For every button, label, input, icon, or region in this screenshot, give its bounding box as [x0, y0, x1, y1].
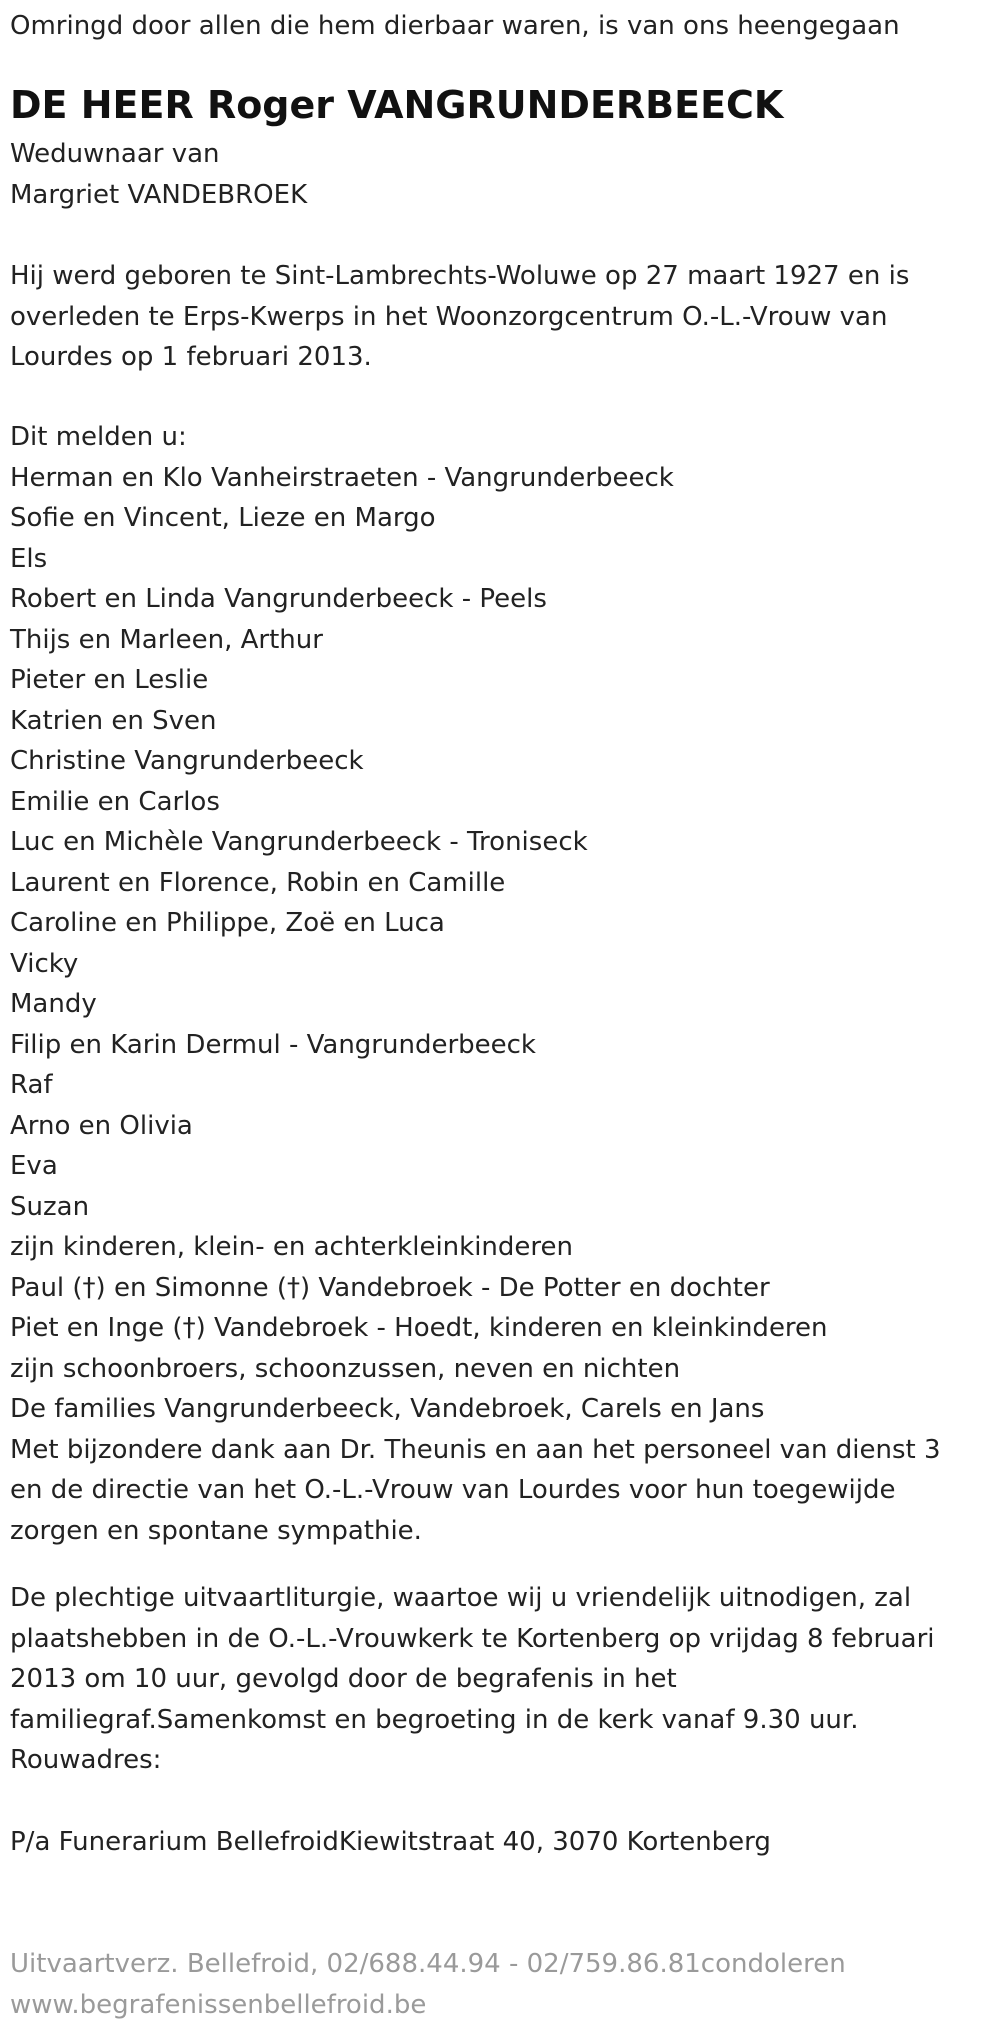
announce-line: Vicky [10, 948, 79, 979]
announce-line: Eva [10, 1151, 58, 1181]
funeral-paragraph [10, 1578, 935, 1740]
footer-line: Uitvaartverz. Bellefroid, 02/688.44.94 - 02/759.86.81condoleren [10, 1949, 846, 1979]
funeral-line: De plechtige uitvaartliturgie, waartoe wij u vriendelijk uitnodigen, zal [10, 1583, 912, 1613]
announce-line: Laurent en Florence, Robin en Camille [10, 867, 506, 898]
birth-line: overleden te Erps-Kwerps in het Woonzorgcentrum O.-L.-Vrouw van [10, 301, 888, 332]
footer [10, 1944, 846, 2025]
announce-line: De families Vangrunderbeeck, Vandebroek, Carels en Jans [10, 1394, 765, 1424]
birth-paragraph [10, 256, 909, 378]
announce-line: en de directie van het O.-L.-Vrouw van Lourdes voor hun toegewijde [10, 1475, 896, 1505]
announce-line: Piet en Inge (†) Vandebroek - Hoedt, kinderen en kleinkinderen [10, 1313, 828, 1343]
announce-line: Dit melden u: [10, 422, 187, 452]
birth-line: Hij werd geboren te Sint-Lambrechts-Woluwe op 27 maart 1927 en is [10, 261, 910, 291]
announce-line: Luc en Michèle Vangrunderbeeck - Troniseck [10, 827, 588, 857]
announce-line: Els [10, 543, 48, 574]
announce-line: zijn schoonbroers, schoonzussen, neven en nichten [10, 1353, 681, 1384]
mourning-address: P/a Funerarium BellefroidKiewitstraat 40, 3070 Kortenberg [10, 1827, 771, 1857]
birth-line: Lourdes op 1 februari 2013. [10, 342, 372, 372]
announce-line: Paul (†) en Simonne (†) Vandebroek - De Potter en dochter [10, 1272, 770, 1303]
announce-line: Emilie en Carlos [10, 786, 220, 817]
announce-line: Caroline en Philippe, Zoë en Luca [10, 908, 445, 938]
announce-line: Sofie en Vincent, Lieze en Margo [10, 503, 436, 533]
funeral-line: 2013 om 10 uur, gevolgd door de begrafenis in het [10, 1664, 677, 1694]
announcement-list [10, 417, 941, 1551]
deceased-name: DE HEER Roger VANGRUNDERBEECK [10, 83, 784, 127]
announce-line: Robert en Linda Vangrunderbeeck - Peels [10, 584, 547, 614]
address-label: Rouwadres: [10, 1745, 162, 1775]
widow-block [10, 134, 307, 215]
widow-line: Margriet VANDEBROEK [10, 179, 308, 210]
announce-line: Mandy [10, 989, 97, 1019]
announce-line: Pieter en Leslie [10, 665, 209, 695]
address-label-block [10, 1740, 161, 1781]
announce-line: Met bijzondere dank aan Dr. Theunis en aan het personeel van dienst 3 [10, 1434, 941, 1465]
announce-line: Katrien en Sven [10, 705, 217, 736]
announce-line: Herman en Klo Vanheirstraeten - Vangrunderbeeck [10, 462, 674, 493]
intro-text: Omringd door allen die hem dierbaar waren, is van ons heengegaan [10, 11, 900, 41]
funeral-line: plaatshebben in de O.-L.-Vrouwkerk te Kortenberg op vrijdag 8 februari [10, 1623, 935, 1654]
announce-line: Suzan [10, 1191, 90, 1222]
footer-website: www.begrafenissenbellefroid.be [10, 1989, 427, 2020]
widow-line: Weduwnaar van [10, 139, 220, 169]
announce-line: zorgen en spontane sympathie. [10, 1515, 422, 1546]
announce-line: Raf [10, 1070, 53, 1100]
announce-line: Arno en Olivia [10, 1110, 193, 1141]
announce-line: Christine Vangrunderbeeck [10, 746, 364, 776]
announce-line: Thijs en Marleen, Arthur [10, 624, 323, 655]
address-block [10, 1822, 771, 1863]
announce-line: zijn kinderen, klein- en achterkleinkinderen [10, 1232, 573, 1262]
funeral-line: familiegraf.Samenkomst en begroeting in de kerk vanaf 9.30 uur. [10, 1704, 859, 1735]
announce-line: Filip en Karin Dermul - Vangrunderbeeck [10, 1029, 536, 1060]
